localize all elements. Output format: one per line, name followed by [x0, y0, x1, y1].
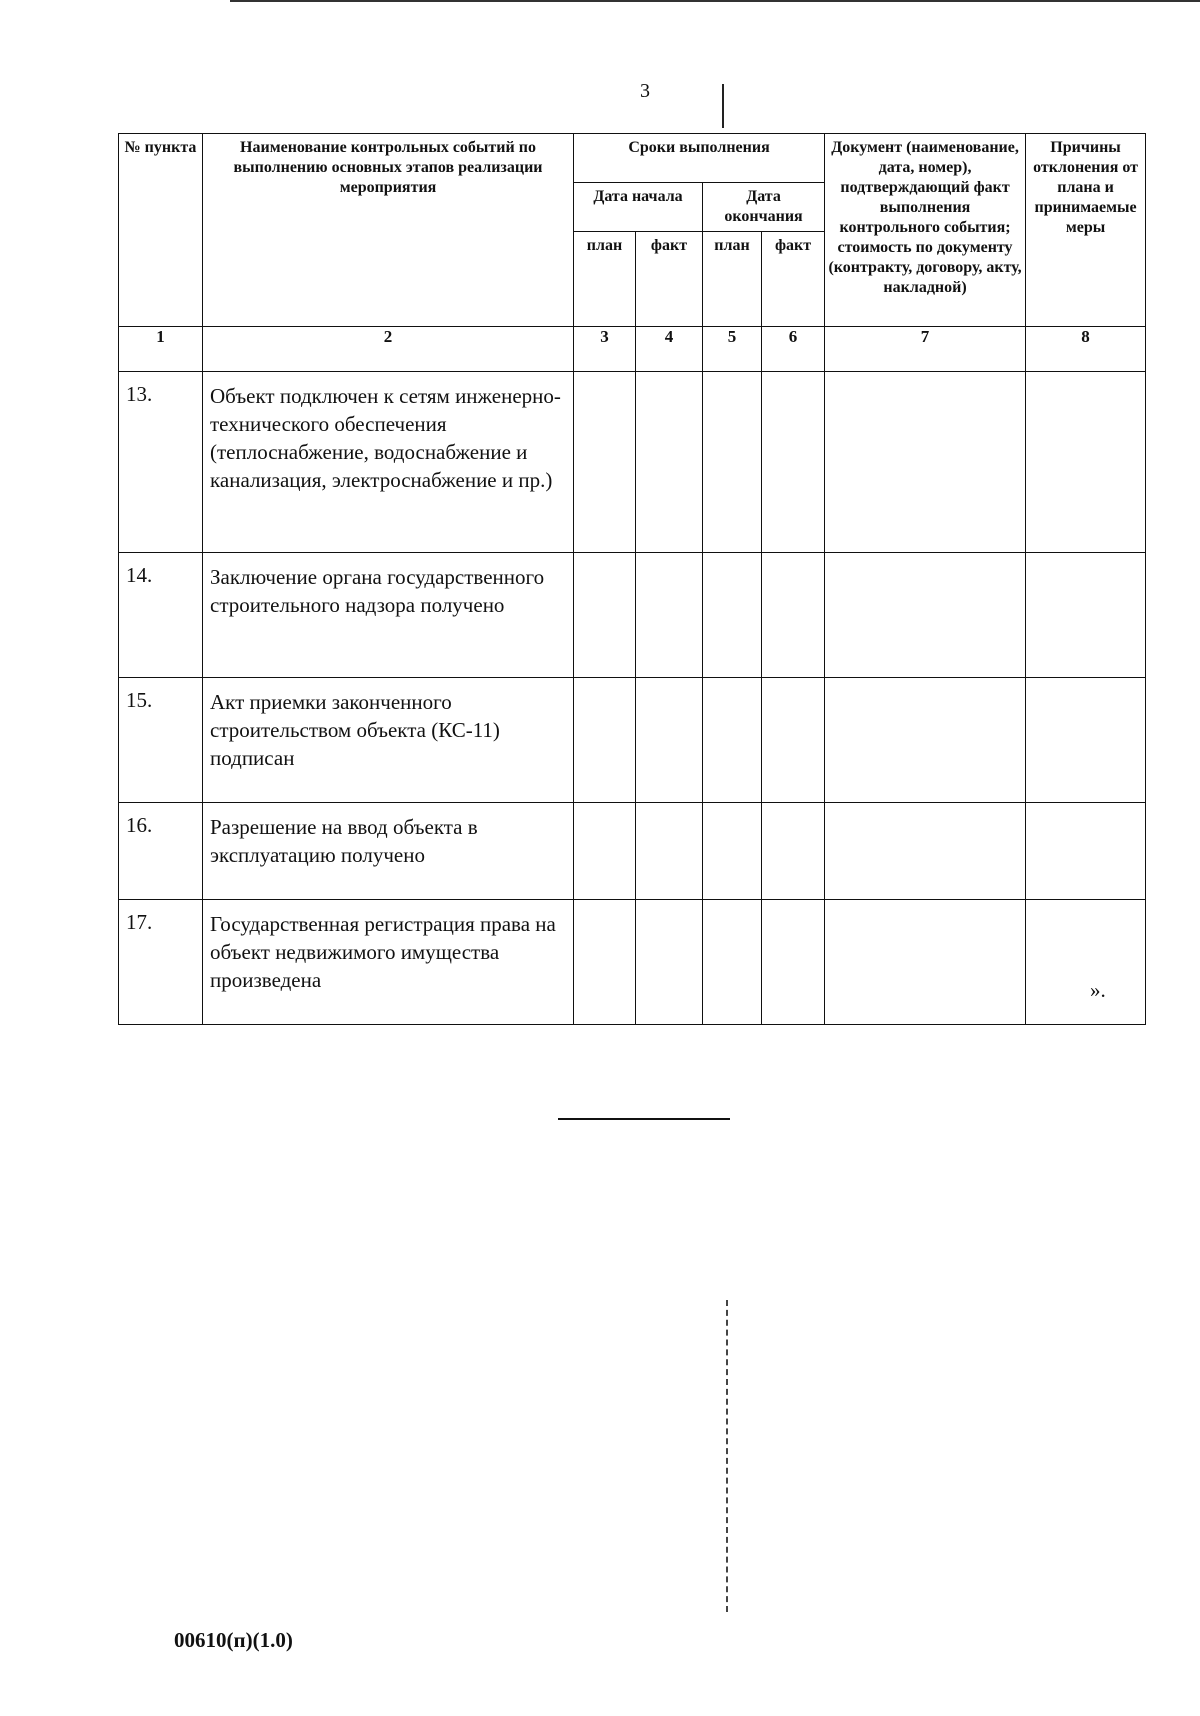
- empty-cell: [703, 900, 762, 1025]
- column-number: 5: [703, 327, 762, 372]
- empty-cell: [1026, 553, 1146, 678]
- header-row: [119, 134, 1146, 183]
- table-row: [119, 803, 1146, 900]
- form-code: 00610(п)(1.0): [174, 1628, 293, 1652]
- event-name: Разрешение на ввод объекта в эксплуатацию получено: [203, 803, 574, 900]
- empty-cell: [825, 553, 1026, 678]
- column-number: 4: [636, 327, 703, 372]
- empty-cell: [762, 803, 825, 900]
- empty-cell: [636, 553, 703, 678]
- header-end-date: Дата окончания: [703, 183, 825, 232]
- empty-cell: [762, 553, 825, 678]
- empty-cell: [825, 678, 1026, 803]
- header-start-fact: факт: [636, 232, 703, 327]
- binding-line-top: [722, 84, 724, 128]
- header-end-plan: план: [703, 232, 762, 327]
- header-end-fact: факт: [762, 232, 825, 327]
- table-row: [119, 372, 1146, 553]
- empty-cell: [703, 553, 762, 678]
- event-name: Акт приемки законченного строительством объекта (КС-11) подписан: [203, 678, 574, 803]
- empty-cell: [703, 803, 762, 900]
- row-number: 15.: [119, 678, 203, 803]
- row-number: 14.: [119, 553, 203, 678]
- table-row: [119, 900, 1146, 1025]
- header-start-plan: план: [574, 232, 636, 327]
- column-number: 8: [1026, 327, 1146, 372]
- empty-cell: [703, 678, 762, 803]
- empty-cell: [1026, 372, 1146, 553]
- empty-cell: [636, 900, 703, 1025]
- table-row: [119, 553, 1146, 678]
- row-number: 13.: [119, 372, 203, 553]
- column-number: 2: [203, 327, 574, 372]
- empty-cell: [636, 678, 703, 803]
- empty-cell: [825, 372, 1026, 553]
- page-top-edge: [230, 0, 1200, 2]
- event-name: Заключение органа государственного строительного надзора получено: [203, 553, 574, 678]
- empty-cell: [825, 900, 1026, 1025]
- row-number: 17.: [119, 900, 203, 1025]
- header-item-number: № пункта: [119, 134, 203, 327]
- empty-cell: [1026, 678, 1146, 803]
- empty-cell: [636, 372, 703, 553]
- header-deviation-reasons: Причины отклонения от плана и принимаемые меры: [1026, 134, 1146, 327]
- control-events-table: [118, 133, 1146, 1025]
- empty-cell: [762, 678, 825, 803]
- empty-cell: [762, 372, 825, 553]
- empty-cell: [703, 372, 762, 553]
- empty-cell: [574, 803, 636, 900]
- event-name: Объект подключен к сетям инженерно-технического обеспечения (теплоснабжение, водоснабжение и канализация, электроснабжение и пр.): [203, 372, 574, 553]
- empty-cell: [636, 803, 703, 900]
- column-number-row: [119, 327, 1146, 372]
- empty-cell: [825, 803, 1026, 900]
- empty-cell: [762, 900, 825, 1025]
- empty-cell: [574, 900, 636, 1025]
- row-number: 16.: [119, 803, 203, 900]
- empty-cell: [574, 553, 636, 678]
- empty-cell: [1026, 803, 1146, 900]
- table-row: [119, 678, 1146, 803]
- header-event-name: Наименование контрольных событий по выполнению основных этапов реализации мероприятия: [203, 134, 574, 327]
- closing-quote-mark: ».: [1090, 978, 1106, 1002]
- column-number: 7: [825, 327, 1026, 372]
- empty-cell: [574, 372, 636, 553]
- header-document: Документ (наименование, дата, номер), подтверждающий факт выполнения контрольного события; стоимость по документу (контракту, договору, акту, накладной): [825, 134, 1026, 327]
- event-name: Государственная регистрация права на объект недвижимого имущества произведена: [203, 900, 574, 1025]
- page-number: 3: [640, 80, 650, 102]
- header-deadlines: Сроки выполнения: [574, 134, 825, 183]
- column-number: 6: [762, 327, 825, 372]
- column-number: 1: [119, 327, 203, 372]
- end-of-document-rule: [558, 1118, 730, 1120]
- binding-line-bottom: [726, 1300, 729, 1612]
- empty-cell: [574, 678, 636, 803]
- column-number: 3: [574, 327, 636, 372]
- header-start-date: Дата начала: [574, 183, 703, 232]
- empty-cell: [1026, 900, 1146, 1025]
